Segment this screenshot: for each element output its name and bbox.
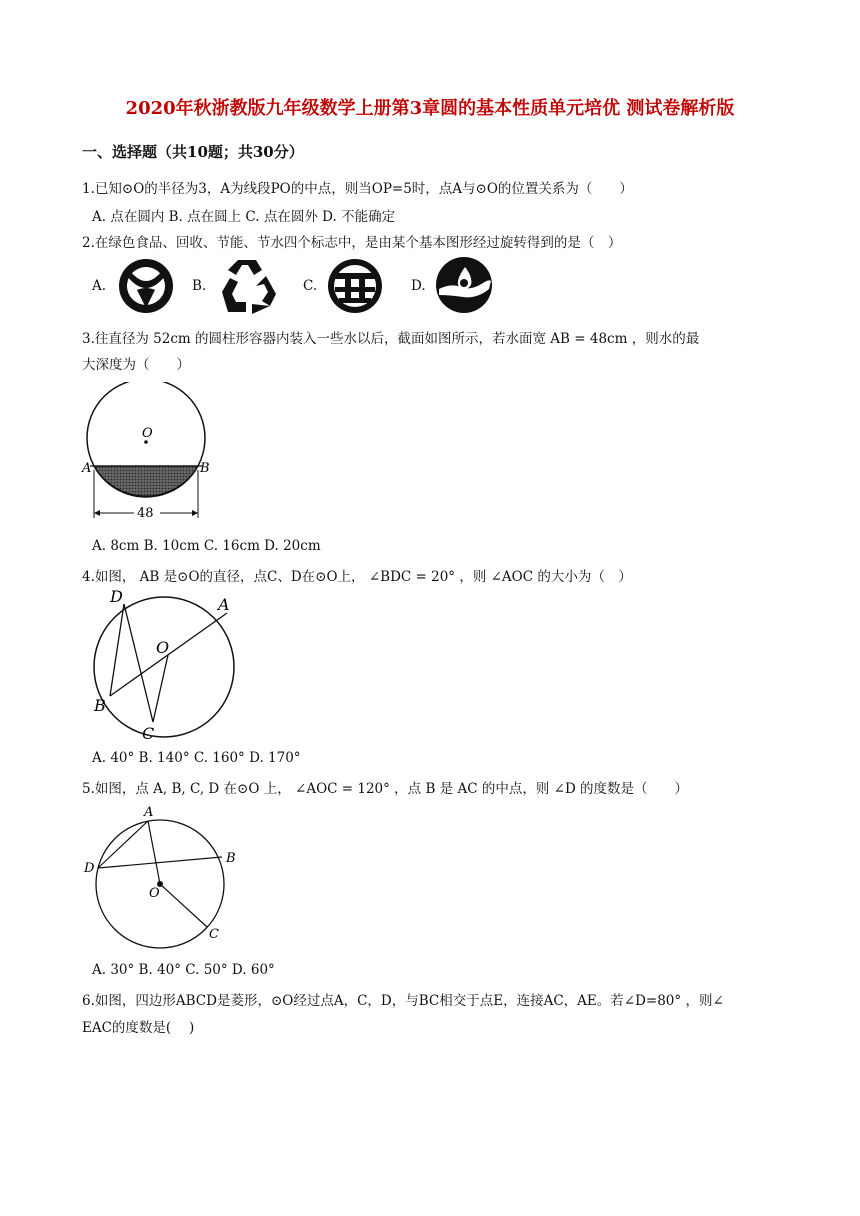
section-heading: 一、选择题（共10题；共30分）	[82, 143, 304, 161]
question-5-options: A. 30° B. 40° C. 50° D. 60°	[92, 962, 275, 978]
question-1-options: A. 点在圆内 B. 点在圆上 C. 点在圆外 D. 不能确定	[92, 209, 396, 225]
question-1-stem: 1.已知⊙O的半径为3，A为线段PO的中点，则当OP=5时，点A与⊙O的位置关系为（ ）	[82, 181, 633, 197]
question-4-figure	[86, 585, 246, 745]
width-label: 48	[137, 506, 154, 521]
label-o: O	[149, 886, 160, 901]
label-b: B	[94, 696, 106, 715]
label-b: B	[200, 461, 210, 476]
question-3-stem-line-2: 大深度为（ ）	[82, 357, 190, 373]
question-4-options: A. 40° B. 140° C. 160° D. 170°	[92, 750, 301, 766]
question-3-stem-line-1: 3.往直径为 52cm 的圆柱形容器内装入一些水以后，截面如图所示，若水面宽 AB = 48cm ，则水的最	[82, 331, 700, 347]
question-4-stem: 4.如图， AB 是⊙O的直径，点C、D在⊙O上， ∠BDC = 20° ，则 ∠AOC 的大小为（ ）	[82, 569, 632, 585]
question-5-stem: 5.如图，点 A, B, C, D 在⊙O 上， ∠AOC = 120° ，点 B 是 AC 的中点，则 ∠D 的度数是（ ）	[82, 781, 689, 797]
question-3-options: A. 8cm B. 10cm C. 16cm D. 20cm	[92, 538, 321, 554]
question-2-stem: 2.在绿色食品、回收、节能、节水四个标志中，是由某个基本图形经过旋转得到的是（ ）	[82, 235, 622, 251]
recycle-logo	[212, 254, 282, 318]
question-3-figure	[80, 382, 220, 524]
question-2-label-d: D.	[411, 278, 426, 294]
label-a: A	[144, 805, 154, 820]
question-2-label-c: C.	[303, 278, 318, 294]
question-2-label-b: B.	[192, 278, 207, 294]
question-2-label-a: A.	[92, 278, 107, 294]
label-d: D	[84, 861, 95, 876]
green-food-logo	[113, 256, 179, 316]
label-a: A	[82, 461, 92, 476]
water-saving-logo	[431, 255, 497, 315]
label-b: B	[226, 851, 236, 866]
question-6-stem-line-1: 6.如图，四边形ABCD是菱形，⊙O经过点A，C，D，与BC相交于点E，连接AC，AE。若∠D=80° ，则∠	[82, 993, 724, 1009]
label-a: A	[218, 595, 230, 614]
question-5-figure	[82, 800, 252, 950]
page-title: 2020年秋浙教版九年级数学上册第3章圆的基本性质单元培优 测试卷解析版	[125, 98, 735, 119]
water-region	[94, 466, 198, 496]
energy-saving-logo	[322, 256, 388, 316]
question-6-stem-line-2: EAC的度数是( )	[82, 1020, 195, 1036]
label-d: D	[110, 587, 123, 606]
label-c: C	[142, 724, 155, 743]
label-o: O	[156, 638, 170, 657]
label-o: O	[142, 426, 153, 441]
label-c: C	[209, 927, 219, 942]
